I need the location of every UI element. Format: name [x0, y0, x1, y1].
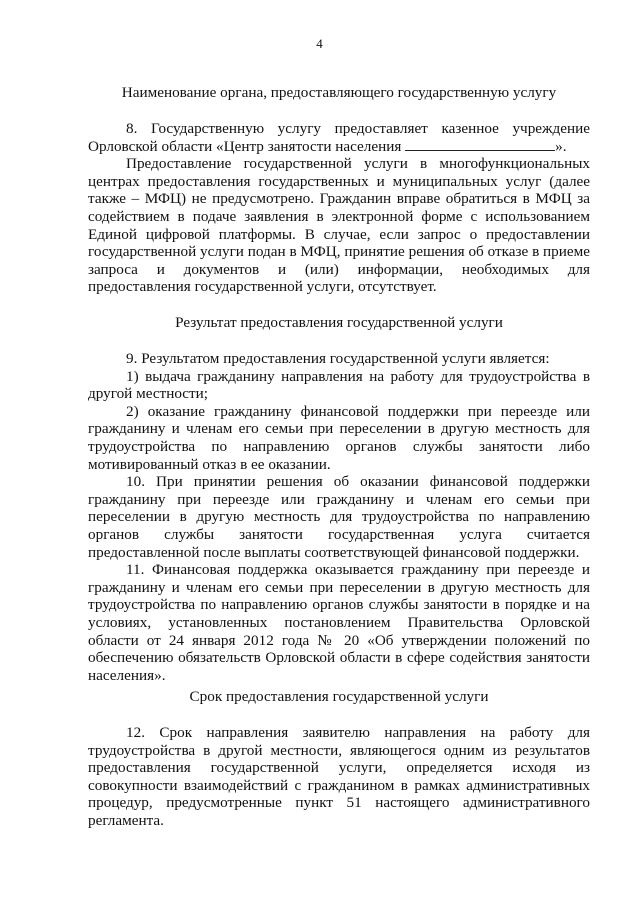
- paragraph-8: [88, 120, 590, 155]
- section-body-result: [88, 350, 590, 684]
- section-body-authority: [88, 120, 590, 296]
- paragraph-11: 11. Финансовая поддержка оказывается гражданину при переезде и гражданину и членам его семьи при переселении в другую местность для трудоустройства по направлению органов службы занятости в порядке и на условиях, установленных постановлением Правительства Орловской области от 24 января 2012 года № 20 «Об утверждении положений по обеспечению обязательств Орловской области в сфере содействия занятости населения».: [88, 561, 590, 684]
- page-number: 4: [316, 36, 323, 51]
- section-heading-term: Срок предоставления государственной услуги: [189, 688, 489, 705]
- paragraph-8-end: ».: [555, 137, 567, 155]
- section-body-term: [88, 724, 590, 830]
- paragraph-10: 10. При принятии решения об оказании финансовой поддержки гражданину при переезде или гражданину и членам его семьи при переселении в другую местность для трудоустройства по направлению органов службы занятости государственная услуга считается предоставленной после выплаты соответствующей финансовой поддержки.: [88, 473, 590, 561]
- paragraph-8-text: 8. Государственную услугу предоставляет казенное учреждение Орловской области «Центр занятости населения: [88, 120, 590, 155]
- paragraph-mfc: Предоставление государственной услуги в многофункциональных центрах предоставления государственных и муниципальных услуг (далее также – МФЦ) не предусмотрено. Гражданин вправе обратиться в МФЦ за содействием в подаче заявления в электронной форме с использованием Единой цифровой платформы. В случае, если запрос о предоставлении государственной услуги подан в МФЦ, принятие решения об отказе в приеме запроса и документов и (или) информации, необходимых для предоставления государственной услуги, отсутствует.: [88, 155, 590, 296]
- section-heading-result: Результат предоставления государственной услуги: [175, 314, 503, 331]
- paragraph-9-item-1: 1) выдача гражданину направления на работу для трудоустройства в другой местности;: [88, 367, 590, 403]
- blank-line: [405, 138, 555, 151]
- paragraph-9: 9. Результатом предоставления государственной услуги является:: [126, 350, 550, 367]
- section-heading-authority: Наименование органа, предоставляющего государственную услугу: [121, 84, 557, 101]
- paragraph-9-item-2: 2) оказание гражданину финансовой поддержки при переезде или гражданину и членам его семьи при переселении в другую местность для трудоустройства по направлению органов службы занятости либо мотивированный отказ в ее оказании.: [88, 402, 590, 473]
- paragraph-12: 12. Срок направления заявителю направления на работу для трудоустройства в другой местности, являющегося одним из результатов предоставления государственной услуги, определяется исходя из совокупности взаимодействий с гражданином в рамках административных процедур, предусмотренные пункт 51 настоящего административного регламента.: [88, 724, 590, 829]
